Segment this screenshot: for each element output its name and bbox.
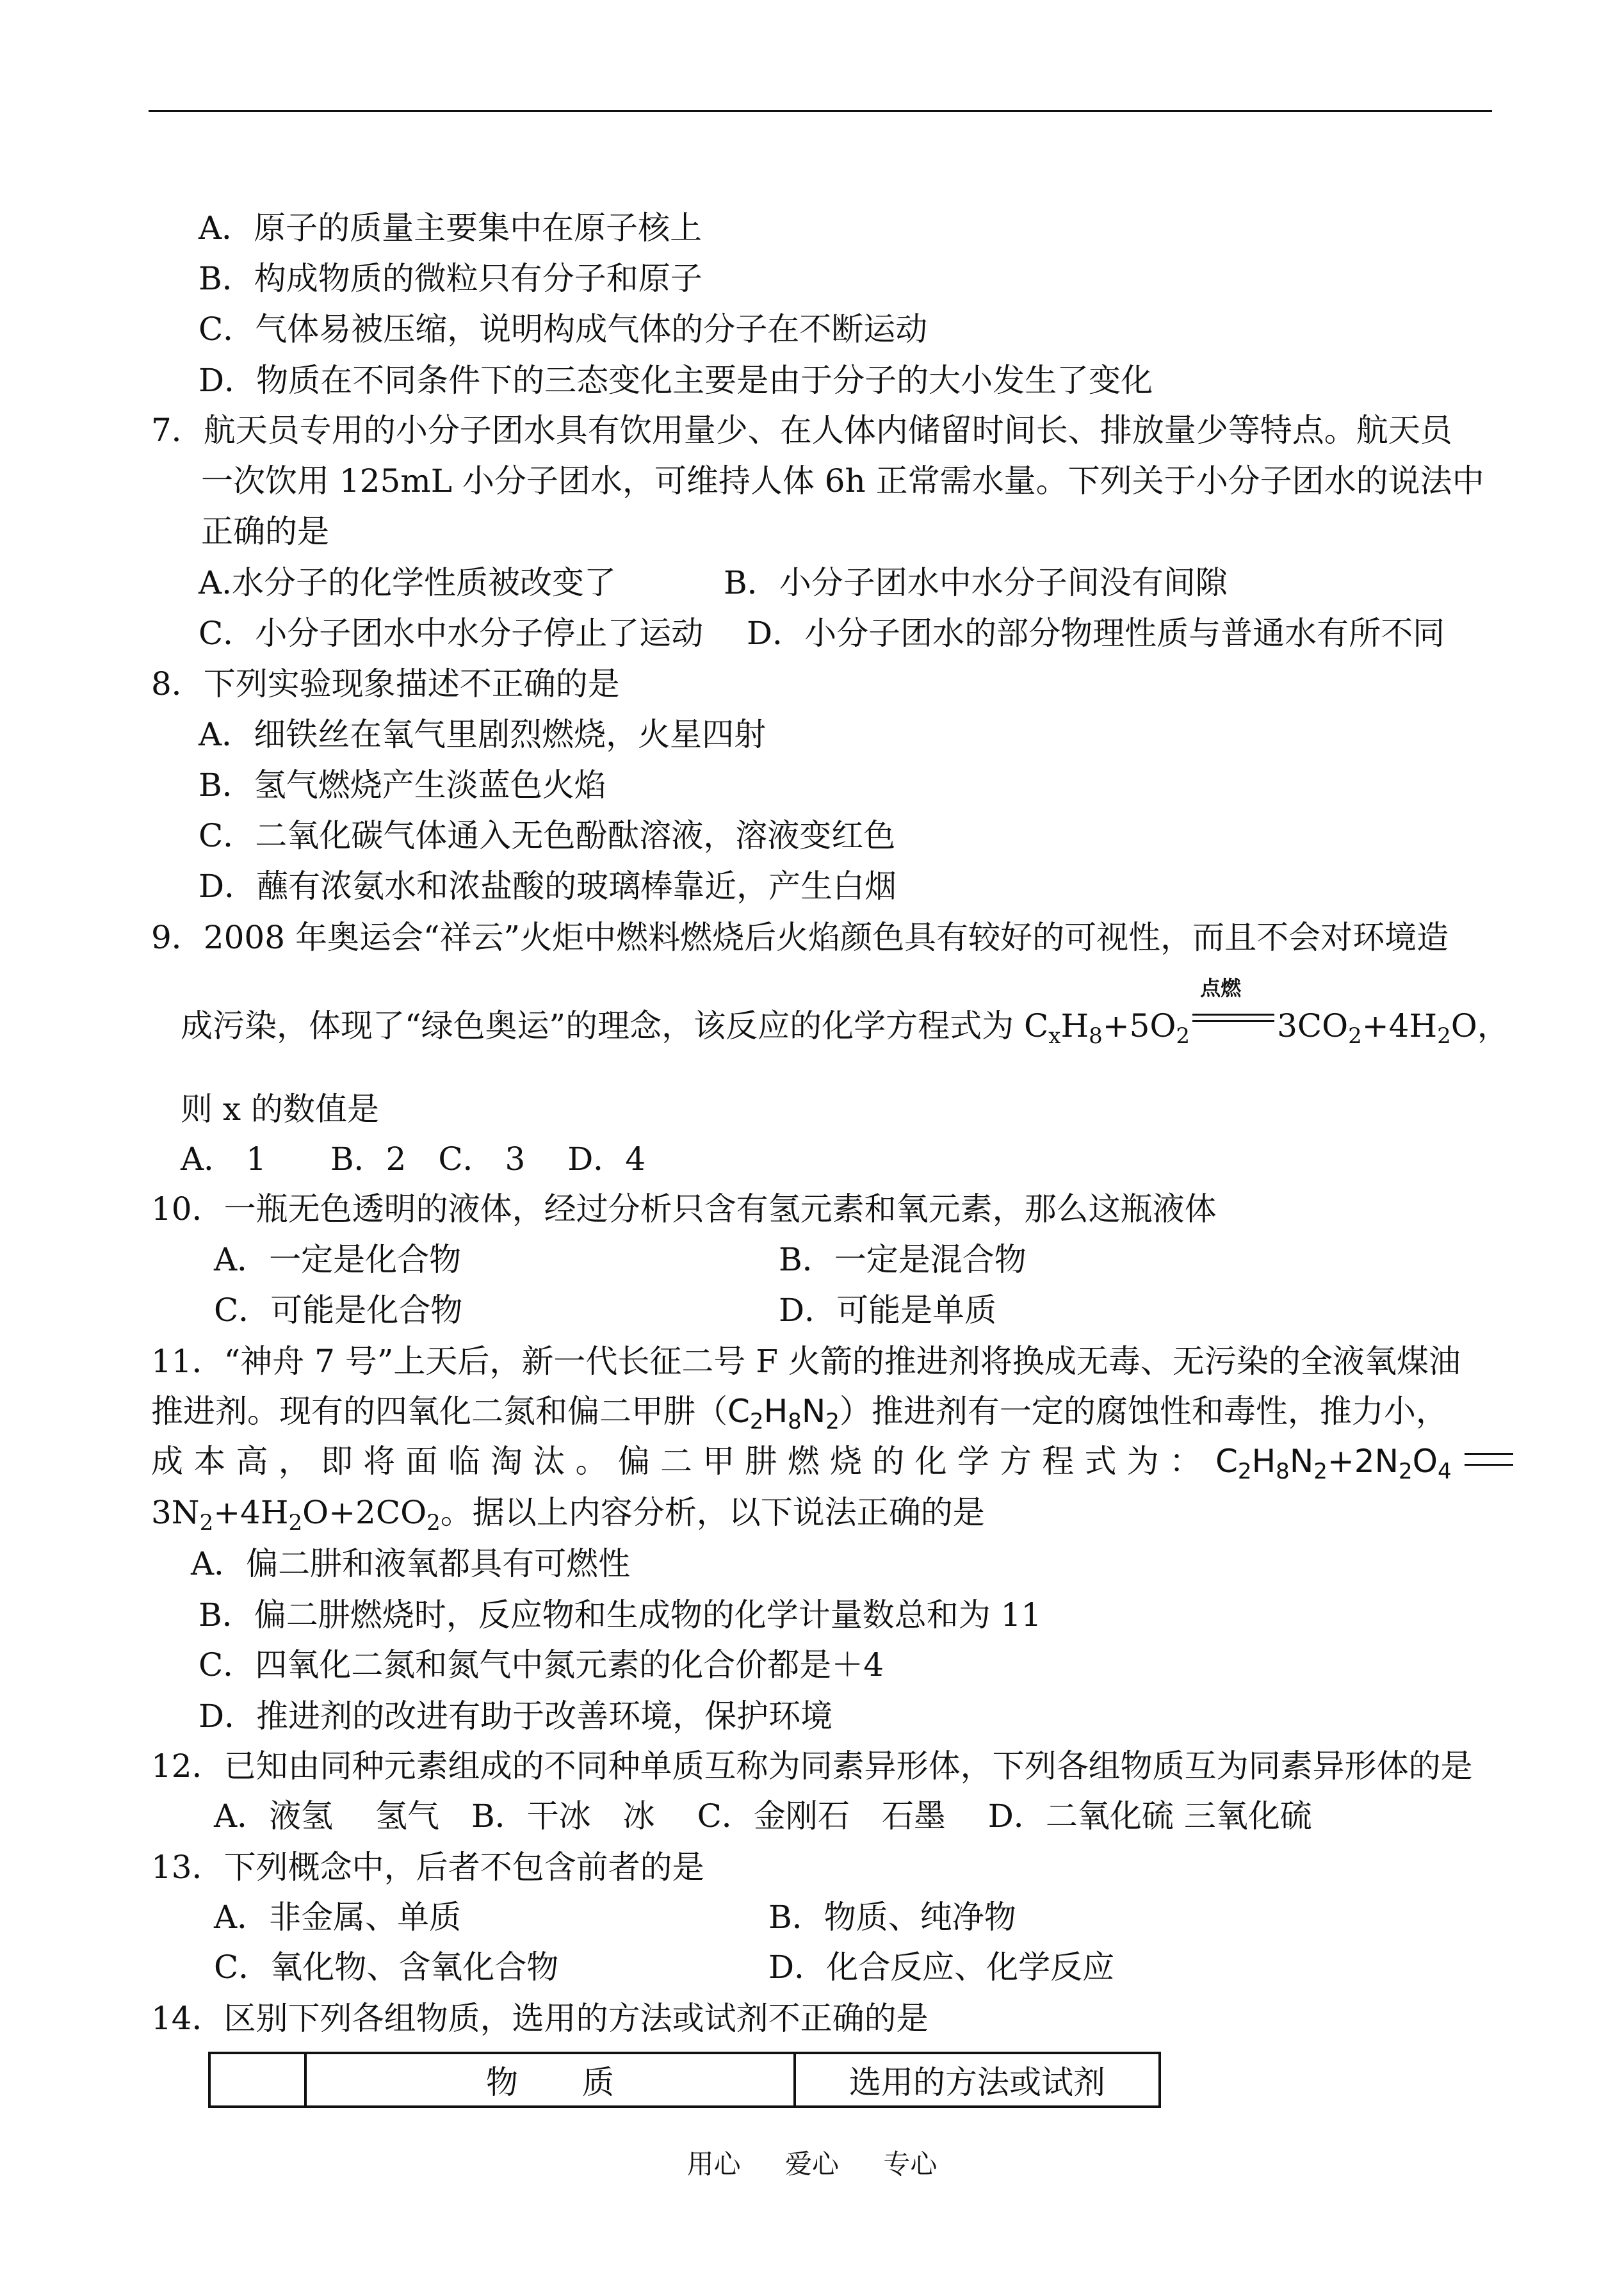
q11-line3-char: 面 bbox=[405, 1443, 438, 1480]
q7-stem-line3: 正确的是 bbox=[201, 513, 329, 550]
q11-line4-text: 。据以上内容分析，以下说法正确的是 bbox=[440, 1494, 985, 1531]
q8-option-d: D．蘸有浓氨水和浓盐酸的玻璃棒靠近，产生白烟 bbox=[199, 868, 897, 905]
q9-text-h: H bbox=[1060, 1007, 1089, 1044]
header-rule bbox=[149, 110, 1492, 112]
q11-products-formula: $3N_2+4H_2O+2CO_2$ bbox=[151, 1494, 441, 1536]
q8-option-c: C．二氧化碳气体通入无色酚酞溶液，溶液变红色 bbox=[199, 817, 896, 854]
equals-sign-icon bbox=[1465, 1453, 1513, 1466]
table-header-cell bbox=[209, 2053, 305, 2107]
q11-line3-char: 式 bbox=[1084, 1443, 1117, 1480]
q7-stem-line1: 7．航天员专用的小分子团水具有饮用量少、在人体内储留时间长、排放量少等特点。航天员 bbox=[151, 412, 1452, 449]
q11-line3-char: 燃 bbox=[787, 1443, 820, 1480]
q11-stem-line1: 11．“神舟 7 号”上天后，新一代长征二号 F 火箭的推进剂将换成无毒、无污染的全液氧煤油 bbox=[151, 1343, 1461, 1380]
footer-text-1: 用心 bbox=[686, 2148, 741, 2180]
q9-text-o2: +5O bbox=[1102, 1007, 1176, 1044]
q7-option-c: C．小分子团水中水分子停止了运动 bbox=[199, 615, 704, 652]
footer-text-2: 爱心 bbox=[784, 2148, 839, 2180]
table-header-method: 选用的方法或试剂 bbox=[795, 2053, 1160, 2107]
q10-stem: 10．一瓶无色透明的液体，经过分析只含有氢元素和氧元素，那么这瓶液体 bbox=[151, 1190, 1217, 1228]
q14-table bbox=[208, 2052, 1161, 2108]
q11-line2-text-a: 推进剂。现有的四氧化二氮和偏二甲肼（ bbox=[151, 1393, 727, 1430]
q11-line3-char: 肼 bbox=[745, 1443, 777, 1480]
q11-line3-char: 的 bbox=[872, 1443, 905, 1480]
q9-sub-2a: 2 bbox=[1176, 1023, 1190, 1049]
q11-option-b: B．偏二肼燃烧时，反应物和生成物的化学计量数总和为 11 bbox=[199, 1596, 1042, 1634]
q11-line3-char: 成 bbox=[151, 1443, 183, 1480]
q7-option-a: A.水分子的化学性质被改变了 bbox=[199, 564, 617, 601]
q11-line3-char: 淘 bbox=[491, 1443, 523, 1480]
q8-stem: 8．下列实验现象描述不正确的是 bbox=[151, 665, 620, 702]
q11-line3-char: 烧 bbox=[830, 1443, 862, 1480]
q11-line3-char: 程 bbox=[1042, 1443, 1075, 1480]
q10-option-d: D．可能是单质 bbox=[779, 1292, 997, 1329]
q11-option-c: C．四氧化二氮和氮气中氮元素的化合价都是＋4 bbox=[199, 1646, 884, 1683]
q6-option-a: A．原子的质量主要集中在原子核上 bbox=[199, 209, 702, 247]
q11-stem-line4 bbox=[151, 1492, 985, 1536]
q9-stem-line3: 则 x 的数值是 bbox=[181, 1091, 379, 1128]
q11-line3-char: 即 bbox=[321, 1443, 353, 1480]
q11-line3-char: 本 bbox=[193, 1443, 226, 1480]
q11-line3-char: 高 bbox=[236, 1443, 268, 1480]
q11-line3-char: 方 bbox=[1000, 1443, 1032, 1480]
q11-stem-line2 bbox=[151, 1391, 1448, 1432]
reaction-condition: 点燃 bbox=[1200, 976, 1242, 1000]
q12-options: A．液氢 氢气 B．干冰 冰 C．金刚石 石墨 D．二氧化硫 三氧化硫 bbox=[214, 1797, 1312, 1835]
q9-text-prefix: 成污染，体现了“绿色奥运”的理念，该反应的化学方程式为 C bbox=[181, 1007, 1049, 1044]
q13-option-a: A．非金属、单质 bbox=[214, 1899, 462, 1936]
q11-line3-words bbox=[151, 1441, 1201, 1482]
q14-stem: 14．区别下列各组物质，选用的方法或试剂不正确的是 bbox=[151, 2000, 929, 2037]
q11-line3-char: 化 bbox=[914, 1443, 947, 1480]
q11-line3-char: 学 bbox=[957, 1443, 989, 1480]
q11-line3-char: ， bbox=[278, 1443, 311, 1480]
q11-reaction-formula: $C_2H_8N_2+2N_2O_4$ bbox=[1215, 1441, 1513, 1482]
q10-option-c: C．可能是化合物 bbox=[214, 1292, 463, 1329]
q11-option-a: A．偏二肼和液氧都具有可燃性 bbox=[191, 1545, 631, 1582]
q6-option-c: C．气体易被压缩，说明构成气体的分子在不断运动 bbox=[199, 311, 928, 348]
q9-sub-8: 8 bbox=[1089, 1023, 1103, 1049]
footer-text-3: 专心 bbox=[883, 2148, 938, 2180]
q13-option-d: D．化合反应、化学反应 bbox=[768, 1949, 1115, 1986]
q10-option-a: A．一定是化合物 bbox=[214, 1241, 462, 1278]
q9-text-co2: 3CO bbox=[1277, 1007, 1349, 1044]
q11-line3-char: ： bbox=[1169, 1443, 1201, 1480]
table-header-substance: 物 质 bbox=[305, 2053, 795, 2107]
q9-sub-2b: 2 bbox=[1348, 1023, 1362, 1049]
q11-option-d: D．推进剂的改进有助于改善环境，保护环境 bbox=[199, 1698, 833, 1735]
udmh-formula: $C_2H_8N_2$ bbox=[727, 1393, 840, 1434]
q12-stem: 12．已知由同种元素组成的不同种单质互称为同素异形体，下列各组物质互为同素异形体的是 bbox=[151, 1748, 1473, 1785]
q11-line3-char: 将 bbox=[363, 1443, 396, 1480]
q11-line2-text-b: ）推进剂有一定的腐蚀性和毒性，推力小， bbox=[839, 1393, 1448, 1430]
reaction-condition-arrow bbox=[1192, 976, 1274, 1037]
q9-text-tail: O， bbox=[1450, 1007, 1509, 1044]
q11-line3-char: 。 bbox=[575, 1443, 608, 1480]
q11-line3-char: 临 bbox=[448, 1443, 480, 1480]
q7-option-b: B．小分子团水中水分子间没有间隙 bbox=[724, 564, 1228, 601]
q13-option-c: C．氧化物、含氧化合物 bbox=[214, 1949, 559, 1986]
q11-line3-char: 为 bbox=[1126, 1443, 1159, 1480]
q6-option-d: D．物质在不同条件下的三态变化主要是由于分子的大小发生了变化 bbox=[199, 362, 1153, 399]
q9-stem-line1: 9．2008 年奥运会“祥云”火炬中燃料燃烧后火焰颜色具有较好的可视性，而且不会对环境造 bbox=[151, 919, 1449, 956]
q11-line3-char: 二 bbox=[660, 1443, 692, 1480]
q9-text-h2o: +4H bbox=[1361, 1007, 1438, 1044]
q8-option-b: B．氢气燃烧产生淡蓝色火焰 bbox=[199, 766, 606, 804]
q13-stem: 13．下列概念中，后者不包含前者的是 bbox=[151, 1849, 704, 1886]
table-row bbox=[209, 2053, 1160, 2107]
q9-options: A． 1 B．2 C． 3 D．4 bbox=[181, 1140, 646, 1178]
q7-option-d: D．小分子团水的部分物理性质与普通水有所不同 bbox=[747, 615, 1445, 652]
q11-line3-char: 甲 bbox=[702, 1443, 735, 1480]
q11-line3-char: 汰 bbox=[533, 1443, 565, 1480]
page-footer bbox=[0, 2145, 1624, 2184]
q9-stem-line2 bbox=[181, 976, 1509, 1049]
q7-stem-line2: 一次饮用 125mL 小分子团水，可维持人体 6h 正常需水量。下列关于小分子团水的说法中 bbox=[201, 462, 1484, 499]
q8-option-a: A．细铁丝在氧气里剧烈燃烧，火星四射 bbox=[199, 716, 767, 753]
q9-sub-x: x bbox=[1048, 1023, 1061, 1049]
q11-line3-char: 偏 bbox=[617, 1443, 650, 1480]
q9-sub-2c: 2 bbox=[1437, 1023, 1451, 1049]
q6-option-b: B．构成物质的微粒只有分子和原子 bbox=[199, 260, 702, 297]
q10-option-b: B．一定是混合物 bbox=[779, 1241, 1027, 1278]
q13-option-b: B．物质、纯净物 bbox=[768, 1899, 1016, 1936]
